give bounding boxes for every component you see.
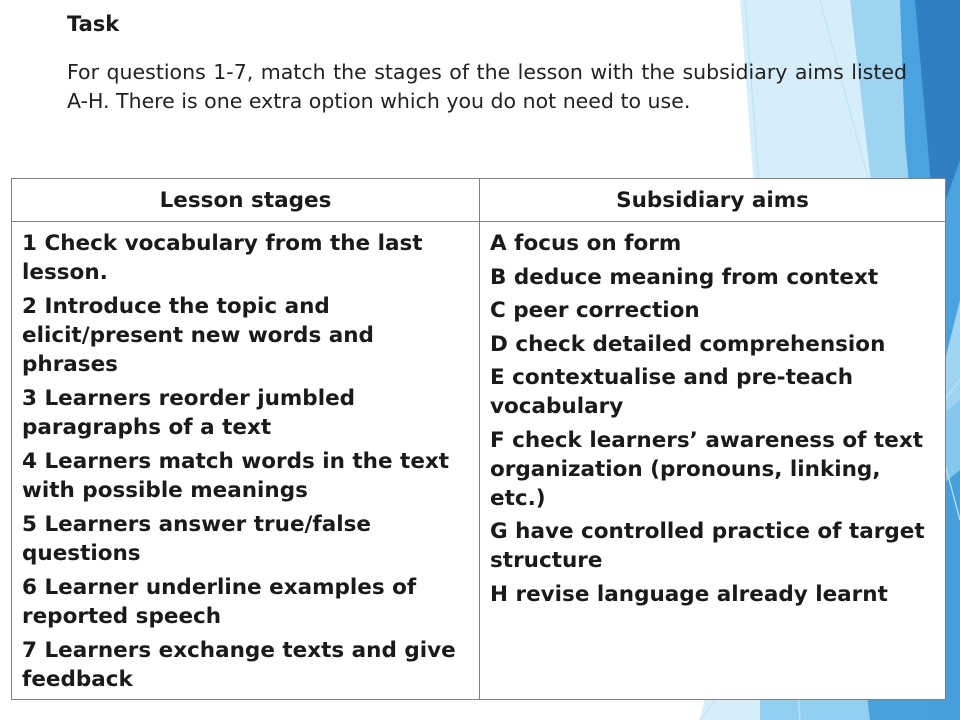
aim-item: C peer correction: [490, 298, 700, 323]
aim-item: G have controlled practice of target structure: [490, 519, 925, 573]
stage-item: 2 Introduce the topic and elicit/present new words and phrases: [22, 294, 374, 377]
stage-item: 6 Learner underline examples of reported speech: [22, 575, 417, 629]
stage-item: 4 Learners match words in the text with possible meanings: [22, 449, 450, 503]
aim-item: B deduce meaning from context: [490, 264, 879, 290]
aim-item: H revise language already learnt: [490, 581, 888, 607]
table-header-row: [12, 179, 946, 222]
aim-item: F check learners’ awareness of text organization (pronouns, linking, etc.): [490, 427, 923, 511]
stage-item: 3 Learners reorder jumbled paragraphs of a text: [22, 386, 356, 440]
task-instructions: For questions 1-7, match the stages of the lesson with the subsidiary aims listed A-H. There is one extra option which you do not need to use.: [67, 60, 907, 113]
slide-title: Task: [67, 12, 120, 36]
stage-item: 1 Check vocabulary from the last lesson.: [22, 231, 423, 285]
table-body-row: [12, 222, 946, 700]
aim-item: E contextualise and pre-teach vocabulary: [490, 365, 854, 419]
stages-cell: [12, 222, 480, 700]
aim-item: D check detailed comprehension: [490, 331, 886, 357]
stage-item: 7 Learners exchange texts and give feedback: [22, 638, 456, 692]
matching-table: [11, 178, 946, 700]
header-lesson-stages: Lesson stages: [12, 179, 480, 222]
header-subsidiary-aims: Subsidiary aims: [480, 179, 946, 222]
aim-item: A focus on form: [490, 231, 682, 256]
aims-cell: [480, 222, 946, 700]
stage-item: 5 Learners answer true/false questions: [22, 512, 371, 566]
